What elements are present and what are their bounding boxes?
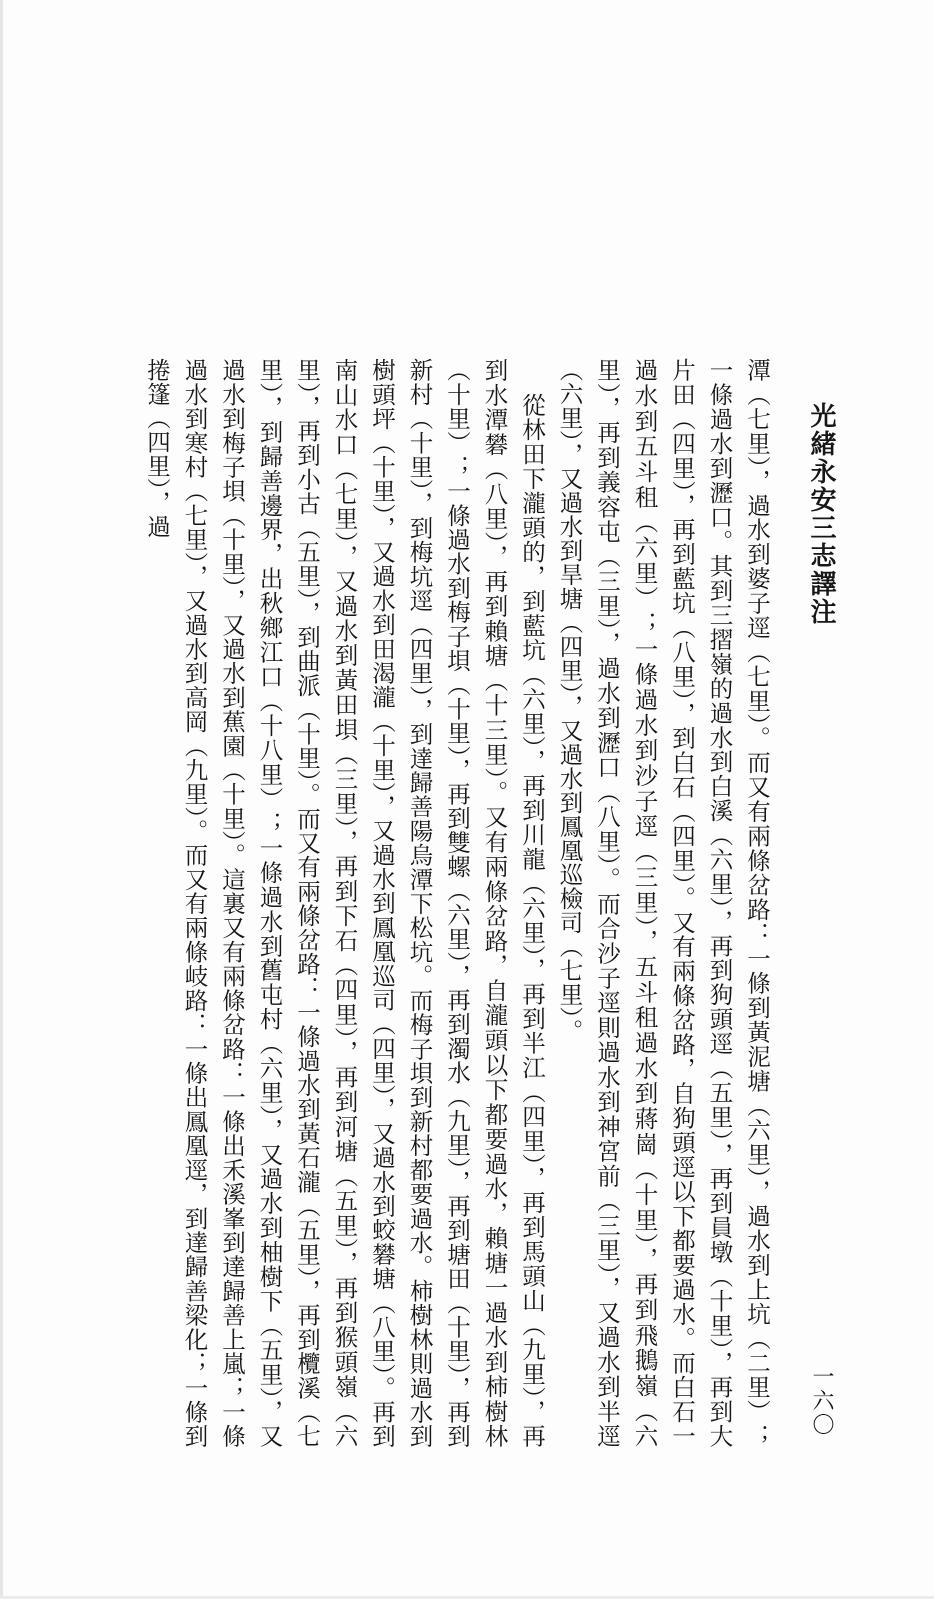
- page-number: 一六〇: [809, 1365, 834, 1437]
- main-text-block: [143, 358, 775, 1448]
- paragraph-1: 潭（七里），過水到婆子逕（七里）。而又有兩條岔路：一條到黃泥塘（六里），過水到上坑（二里）；一條過水到瀝口。其到三摺嶺的過水到白溪（六里），再到狗頭逕（五里），再到員墩（十里），再到大片田（四里），再到藍坑（八里），到白石（四里）。又有兩條岔路，自狗頭逕以下都要過水。而白石一過水到五斗租（六里）；一條過水到沙子逕（三里），五斗租過水到蔣崗（十里），再到飛鵝嶺（六里），再到義容屯（三里），過水到瀝口（八里）。而合沙子逕則過水到神宮前（三里），又過水到半逕（六里），又過水到旱塘（四里），又過水到鳳凰巡檢司（七里）。: [555, 358, 771, 1448]
- book-title: 光緒永安三志譯注: [806, 402, 836, 626]
- paragraph-2: 從林田下瀧頭的，到藍坑（六里），再到川龍（六里），再到半江（四里），再到馬頭山（九里），再到水潭礬（八里），再到賴塘（十三里）。又有兩條岔路，自瀧頭以下都要過水，賴塘一過水到柿樹林（十里）；一條過水到梅子垻（十里），再到雙螺（六里），再到濁水（九里），再到塘田（十里），再到新村（十里），到梅坑逕（四里），到達歸善陽烏潭下松坑。而梅子垻到新村都要過水。柿樹林則過水到樹頭坪（十里），又過水到田渴瀧（十里），又過水到鳳凰巡司（四里），又過水到蛟礬塘（八里）。再到南山水口（七里），又過水到黃田垻（三里），再到下石（四里），再到河塘（五里），再到猴頭嶺（六里），再到小古（五里），到曲派（十里）。而又有兩條岔路：一條過水到黃石瀧（五里），再到欖溪（七里），到歸善邊界，出秋鄉江口（十八里）；一條過水到舊屯村（六里），又過水到柚樹下（五里），又過水到梅子垻（十里），又過水到蕉園（十里）。這裏又有兩條岔路：一條出禾溪峯到達歸善上嵐；一條過水到寒村（七里），又過水到高岡（九里）。而又有兩條岐路：一條出鳳凰逕，到達歸善梁化；一條到捲篷（四里），過: [143, 358, 546, 1448]
- scan-edge-left: [0, 0, 3, 1599]
